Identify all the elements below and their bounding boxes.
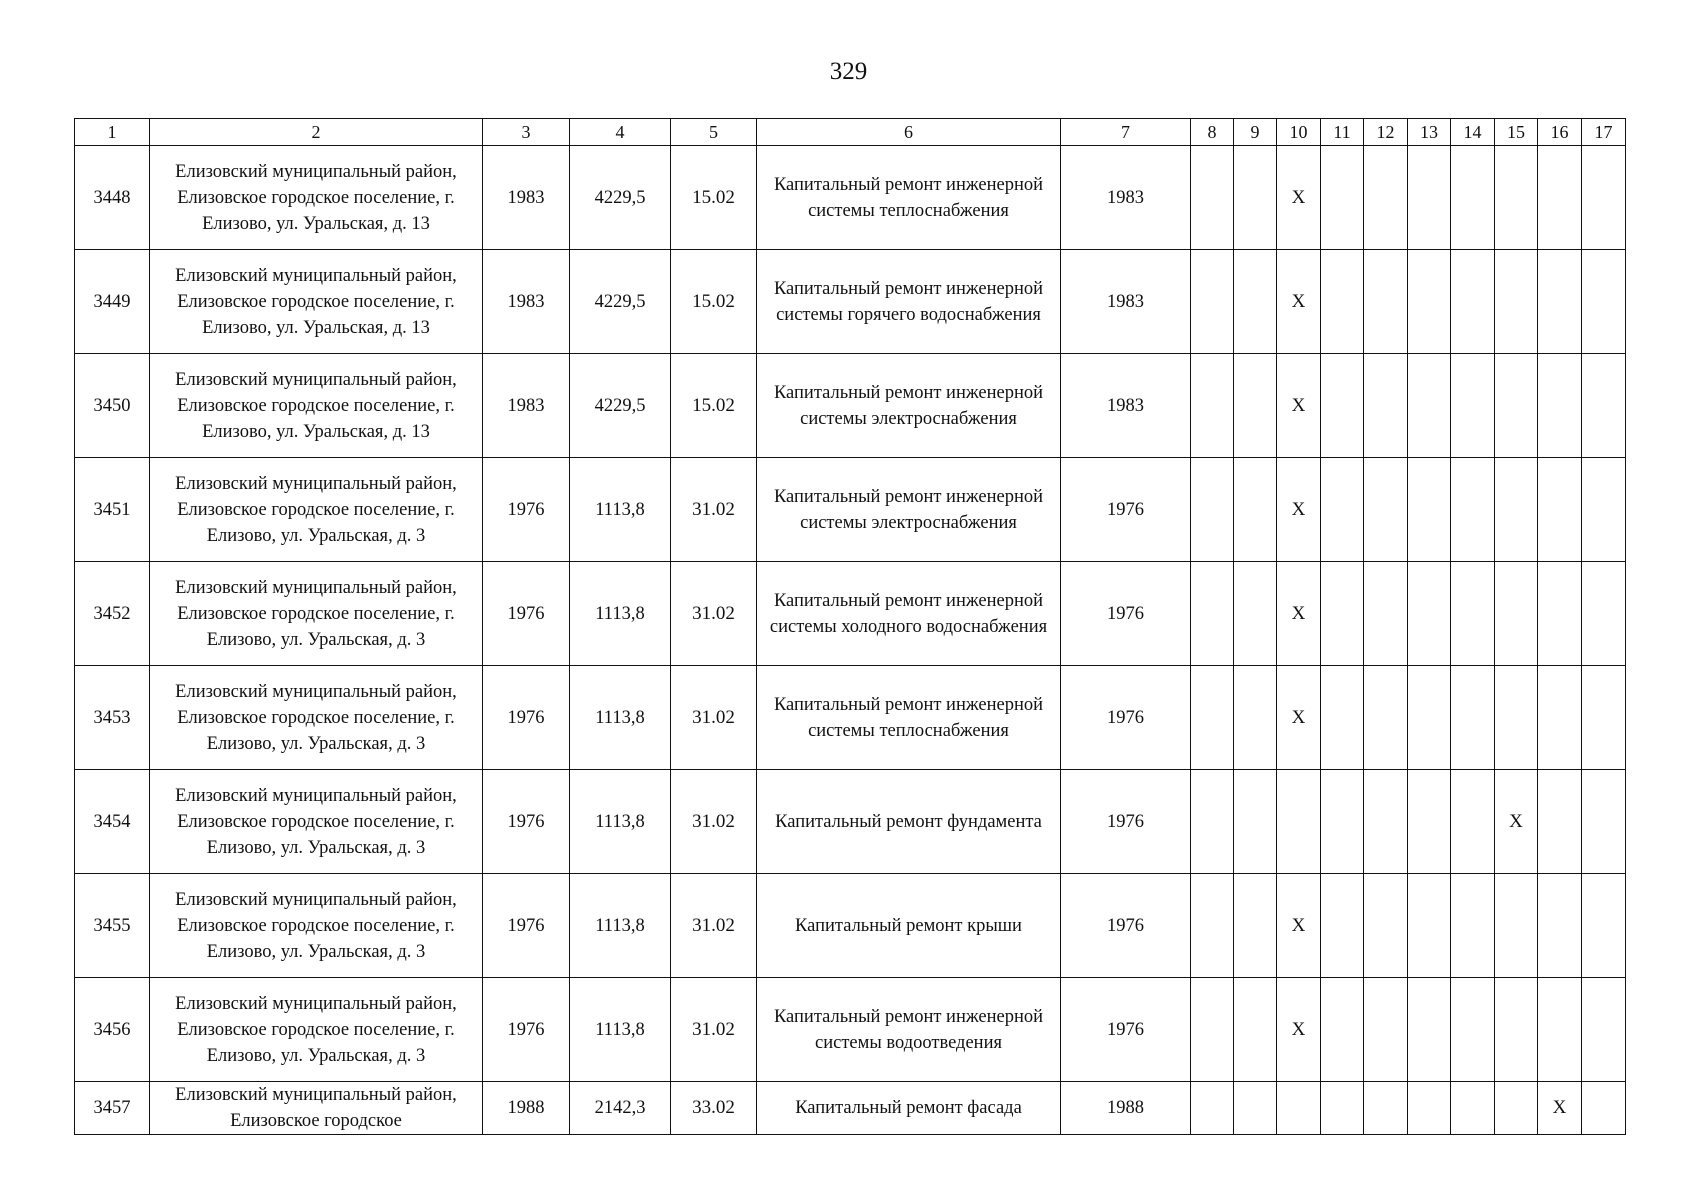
mark-cell-10: X <box>1277 666 1321 770</box>
mark-cell-14 <box>1451 1082 1495 1135</box>
column-header-9: 9 <box>1234 119 1277 146</box>
year-cell: 1976 <box>1061 458 1191 562</box>
column-header-10: 10 <box>1277 119 1321 146</box>
mark-cell-17 <box>1582 874 1626 978</box>
mark-cell-17 <box>1582 354 1626 458</box>
column-header-15: 15 <box>1495 119 1538 146</box>
row-number-cell: 3453 <box>75 666 150 770</box>
year-cell: 1976 <box>1061 978 1191 1082</box>
row-number-cell: 3448 <box>75 146 150 250</box>
mark-cell-16 <box>1538 250 1582 354</box>
code-cell: 31.02 <box>671 874 757 978</box>
code-cell: 31.02 <box>671 770 757 874</box>
work-type-cell: Капитальный ремонт фундамента <box>757 770 1061 874</box>
table-body <box>75 146 1626 1135</box>
mark-cell-9 <box>1234 666 1277 770</box>
area-cell: 1113,8 <box>570 666 671 770</box>
mark-cell-14 <box>1451 770 1495 874</box>
row-number-cell: 3450 <box>75 354 150 458</box>
mark-cell-9 <box>1234 562 1277 666</box>
work-type-cell: Капитальный ремонт фасада <box>757 1082 1061 1135</box>
address-cell: Елизовский муниципальный район, Елизовское городское поселение, г. Елизово, ул. Уральская, д. 13 <box>150 354 483 458</box>
column-header-2: 2 <box>150 119 483 146</box>
mark-cell-15 <box>1495 874 1538 978</box>
column-header-13: 13 <box>1408 119 1451 146</box>
work-type-cell: Капитальный ремонт инженерной системы водоотведения <box>757 978 1061 1082</box>
row-number-cell: 3455 <box>75 874 150 978</box>
mark-cell-13 <box>1408 354 1451 458</box>
column-header-4: 4 <box>570 119 671 146</box>
mark-cell-15 <box>1495 458 1538 562</box>
column-header-14: 14 <box>1451 119 1495 146</box>
mark-cell-9 <box>1234 146 1277 250</box>
mark-cell-12 <box>1364 562 1408 666</box>
mark-cell-13 <box>1408 458 1451 562</box>
area-cell: 1113,8 <box>570 978 671 1082</box>
mark-cell-15 <box>1495 146 1538 250</box>
table-row <box>75 978 1626 1082</box>
mark-cell-14 <box>1451 250 1495 354</box>
year-cell: 1976 <box>1061 770 1191 874</box>
mark-cell-8 <box>1191 354 1234 458</box>
mark-cell-8 <box>1191 874 1234 978</box>
mark-cell-17 <box>1582 978 1626 1082</box>
table-row <box>75 770 1626 874</box>
mark-cell-17 <box>1582 146 1626 250</box>
mark-cell-14 <box>1451 874 1495 978</box>
mark-cell-17 <box>1582 770 1626 874</box>
mark-cell-13 <box>1408 562 1451 666</box>
mark-cell-11 <box>1321 978 1364 1082</box>
work-type-cell: Капитальный ремонт инженерной системы теплоснабжения <box>757 666 1061 770</box>
mark-cell-15 <box>1495 250 1538 354</box>
mark-cell-13 <box>1408 146 1451 250</box>
area-cell: 2142,3 <box>570 1082 671 1135</box>
column-header-17: 17 <box>1582 119 1626 146</box>
mark-cell-15: X <box>1495 770 1538 874</box>
mark-cell-9 <box>1234 458 1277 562</box>
mark-cell-13 <box>1408 874 1451 978</box>
year-built-cell: 1983 <box>483 250 570 354</box>
row-number-cell: 3456 <box>75 978 150 1082</box>
area-cell: 1113,8 <box>570 458 671 562</box>
mark-cell-12 <box>1364 250 1408 354</box>
row-number-cell: 3457 <box>75 1082 150 1135</box>
mark-cell-9 <box>1234 1082 1277 1135</box>
code-cell: 15.02 <box>671 250 757 354</box>
table-row <box>75 562 1626 666</box>
mark-cell-12 <box>1364 458 1408 562</box>
mark-cell-11 <box>1321 354 1364 458</box>
address-cell: Елизовский муниципальный район, Елизовское городское поселение, г. Елизово, ул. Уральская, д. 13 <box>150 250 483 354</box>
mark-cell-11 <box>1321 874 1364 978</box>
year-built-cell: 1976 <box>483 978 570 1082</box>
mark-cell-11 <box>1321 562 1364 666</box>
year-built-cell: 1976 <box>483 562 570 666</box>
work-type-cell: Капитальный ремонт инженерной системы электроснабжения <box>757 458 1061 562</box>
column-header-5: 5 <box>671 119 757 146</box>
work-type-cell: Капитальный ремонт инженерной системы горячего водоснабжения <box>757 250 1061 354</box>
row-number-cell: 3452 <box>75 562 150 666</box>
mark-cell-12 <box>1364 354 1408 458</box>
mark-cell-9 <box>1234 874 1277 978</box>
page-number: 329 <box>829 58 868 85</box>
year-built-cell: 1976 <box>483 874 570 978</box>
address-cell: Елизовский муниципальный район, Елизовское городское поселение, г. Елизово, ул. Уральская, д. 3 <box>150 458 483 562</box>
year-cell: 1983 <box>1061 354 1191 458</box>
mark-cell-10: X <box>1277 978 1321 1082</box>
mark-cell-14 <box>1451 666 1495 770</box>
work-type-cell: Капитальный ремонт инженерной системы холодного водоснабжения <box>757 562 1061 666</box>
year-cell: 1976 <box>1061 562 1191 666</box>
address-cell: Елизовский муниципальный район, Елизовское городское поселение, г. Елизово, ул. Уральская, д. 3 <box>150 770 483 874</box>
year-built-cell: 1983 <box>483 146 570 250</box>
year-cell: 1983 <box>1061 250 1191 354</box>
column-header-6: 6 <box>757 119 1061 146</box>
code-cell: 15.02 <box>671 354 757 458</box>
column-header-12: 12 <box>1364 119 1408 146</box>
year-cell: 1976 <box>1061 666 1191 770</box>
year-cell: 1976 <box>1061 874 1191 978</box>
address-cell: Елизовский муниципальный район, Елизовское городское поселение, г. Елизово, ул. Уральская, д. 13 <box>150 146 483 250</box>
mark-cell-15 <box>1495 666 1538 770</box>
mark-cell-17 <box>1582 666 1626 770</box>
table-row <box>75 354 1626 458</box>
code-cell: 31.02 <box>671 978 757 1082</box>
mark-cell-16 <box>1538 666 1582 770</box>
year-built-cell: 1976 <box>483 458 570 562</box>
mark-cell-15 <box>1495 1082 1538 1135</box>
row-number-cell: 3451 <box>75 458 150 562</box>
mark-cell-12 <box>1364 770 1408 874</box>
mark-cell-10: X <box>1277 458 1321 562</box>
mark-cell-16 <box>1538 354 1582 458</box>
mark-cell-9 <box>1234 354 1277 458</box>
work-type-cell: Капитальный ремонт инженерной системы электроснабжения <box>757 354 1061 458</box>
mark-cell-14 <box>1451 562 1495 666</box>
year-built-cell: 1983 <box>483 354 570 458</box>
mark-cell-11 <box>1321 1082 1364 1135</box>
work-type-cell: Капитальный ремонт инженерной системы теплоснабжения <box>757 146 1061 250</box>
column-header-16: 16 <box>1538 119 1582 146</box>
mark-cell-15 <box>1495 562 1538 666</box>
mark-cell-16 <box>1538 562 1582 666</box>
mark-cell-14 <box>1451 146 1495 250</box>
column-header-8: 8 <box>1191 119 1234 146</box>
year-built-cell: 1988 <box>483 1082 570 1135</box>
works-table <box>74 118 1626 1135</box>
table-row <box>75 146 1626 250</box>
mark-cell-16 <box>1538 770 1582 874</box>
mark-cell-16 <box>1538 978 1582 1082</box>
table-row <box>75 666 1626 770</box>
mark-cell-10 <box>1277 770 1321 874</box>
code-cell: 33.02 <box>671 1082 757 1135</box>
mark-cell-15 <box>1495 978 1538 1082</box>
mark-cell-15 <box>1495 354 1538 458</box>
mark-cell-10: X <box>1277 354 1321 458</box>
mark-cell-16 <box>1538 458 1582 562</box>
year-built-cell: 1976 <box>483 666 570 770</box>
mark-cell-9 <box>1234 250 1277 354</box>
mark-cell-11 <box>1321 666 1364 770</box>
mark-cell-12 <box>1364 874 1408 978</box>
code-cell: 31.02 <box>671 458 757 562</box>
work-type-cell: Капитальный ремонт крыши <box>757 874 1061 978</box>
area-cell: 1113,8 <box>570 770 671 874</box>
mark-cell-8 <box>1191 666 1234 770</box>
mark-cell-16: X <box>1538 1082 1582 1135</box>
address-cell: Елизовский муниципальный район, Елизовское городское поселение, г. Елизово, ул. Уральская, д. 3 <box>150 874 483 978</box>
mark-cell-13 <box>1408 1082 1451 1135</box>
mark-cell-10: X <box>1277 250 1321 354</box>
mark-cell-13 <box>1408 770 1451 874</box>
column-header-11: 11 <box>1321 119 1364 146</box>
mark-cell-8 <box>1191 146 1234 250</box>
year-built-cell: 1976 <box>483 770 570 874</box>
mark-cell-12 <box>1364 978 1408 1082</box>
area-cell: 1113,8 <box>570 874 671 978</box>
mark-cell-8 <box>1191 770 1234 874</box>
mark-cell-13 <box>1408 666 1451 770</box>
mark-cell-8 <box>1191 978 1234 1082</box>
mark-cell-11 <box>1321 770 1364 874</box>
table-row <box>75 458 1626 562</box>
mark-cell-10: X <box>1277 146 1321 250</box>
year-cell: 1988 <box>1061 1082 1191 1135</box>
area-cell: 4229,5 <box>570 354 671 458</box>
row-number-cell: 3449 <box>75 250 150 354</box>
year-cell: 1983 <box>1061 146 1191 250</box>
mark-cell-9 <box>1234 978 1277 1082</box>
table-row <box>75 1082 1626 1135</box>
code-cell: 15.02 <box>671 146 757 250</box>
address-cell: Елизовский муниципальный район, Елизовское городское поселение, г. Елизово, ул. Уральская, д. 3 <box>150 562 483 666</box>
mark-cell-8 <box>1191 250 1234 354</box>
address-cell: Елизовский муниципальный район, Елизовское городское поселение, г. Елизово, ул. Уральская, д. 3 <box>150 978 483 1082</box>
mark-cell-17 <box>1582 1082 1626 1135</box>
mark-cell-11 <box>1321 250 1364 354</box>
area-cell: 4229,5 <box>570 146 671 250</box>
mark-cell-16 <box>1538 874 1582 978</box>
mark-cell-9 <box>1234 770 1277 874</box>
mark-cell-10: X <box>1277 874 1321 978</box>
table-row <box>75 874 1626 978</box>
mark-cell-10: X <box>1277 562 1321 666</box>
mark-cell-12 <box>1364 666 1408 770</box>
mark-cell-14 <box>1451 354 1495 458</box>
mark-cell-17 <box>1582 562 1626 666</box>
mark-cell-14 <box>1451 978 1495 1082</box>
mark-cell-17 <box>1582 250 1626 354</box>
area-cell: 4229,5 <box>570 250 671 354</box>
column-header-7: 7 <box>1061 119 1191 146</box>
mark-cell-16 <box>1538 146 1582 250</box>
code-cell: 31.02 <box>671 562 757 666</box>
mark-cell-13 <box>1408 250 1451 354</box>
mark-cell-13 <box>1408 978 1451 1082</box>
address-cell: Елизовский муниципальный район, Елизовское городское поселение, г. Елизово, ул. Уральская, д. 3 <box>150 666 483 770</box>
mark-cell-8 <box>1191 562 1234 666</box>
header-row <box>75 119 1626 146</box>
mark-cell-14 <box>1451 458 1495 562</box>
mark-cell-8 <box>1191 1082 1234 1135</box>
row-number-cell: 3454 <box>75 770 150 874</box>
mark-cell-11 <box>1321 458 1364 562</box>
address-cell: Елизовский муниципальный район, Елизовское городское <box>150 1082 483 1135</box>
code-cell: 31.02 <box>671 666 757 770</box>
mark-cell-11 <box>1321 146 1364 250</box>
table-row <box>75 250 1626 354</box>
column-header-3: 3 <box>483 119 570 146</box>
mark-cell-17 <box>1582 458 1626 562</box>
area-cell: 1113,8 <box>570 562 671 666</box>
mark-cell-10 <box>1277 1082 1321 1135</box>
column-header-1: 1 <box>75 119 150 146</box>
mark-cell-12 <box>1364 1082 1408 1135</box>
mark-cell-12 <box>1364 146 1408 250</box>
mark-cell-8 <box>1191 458 1234 562</box>
